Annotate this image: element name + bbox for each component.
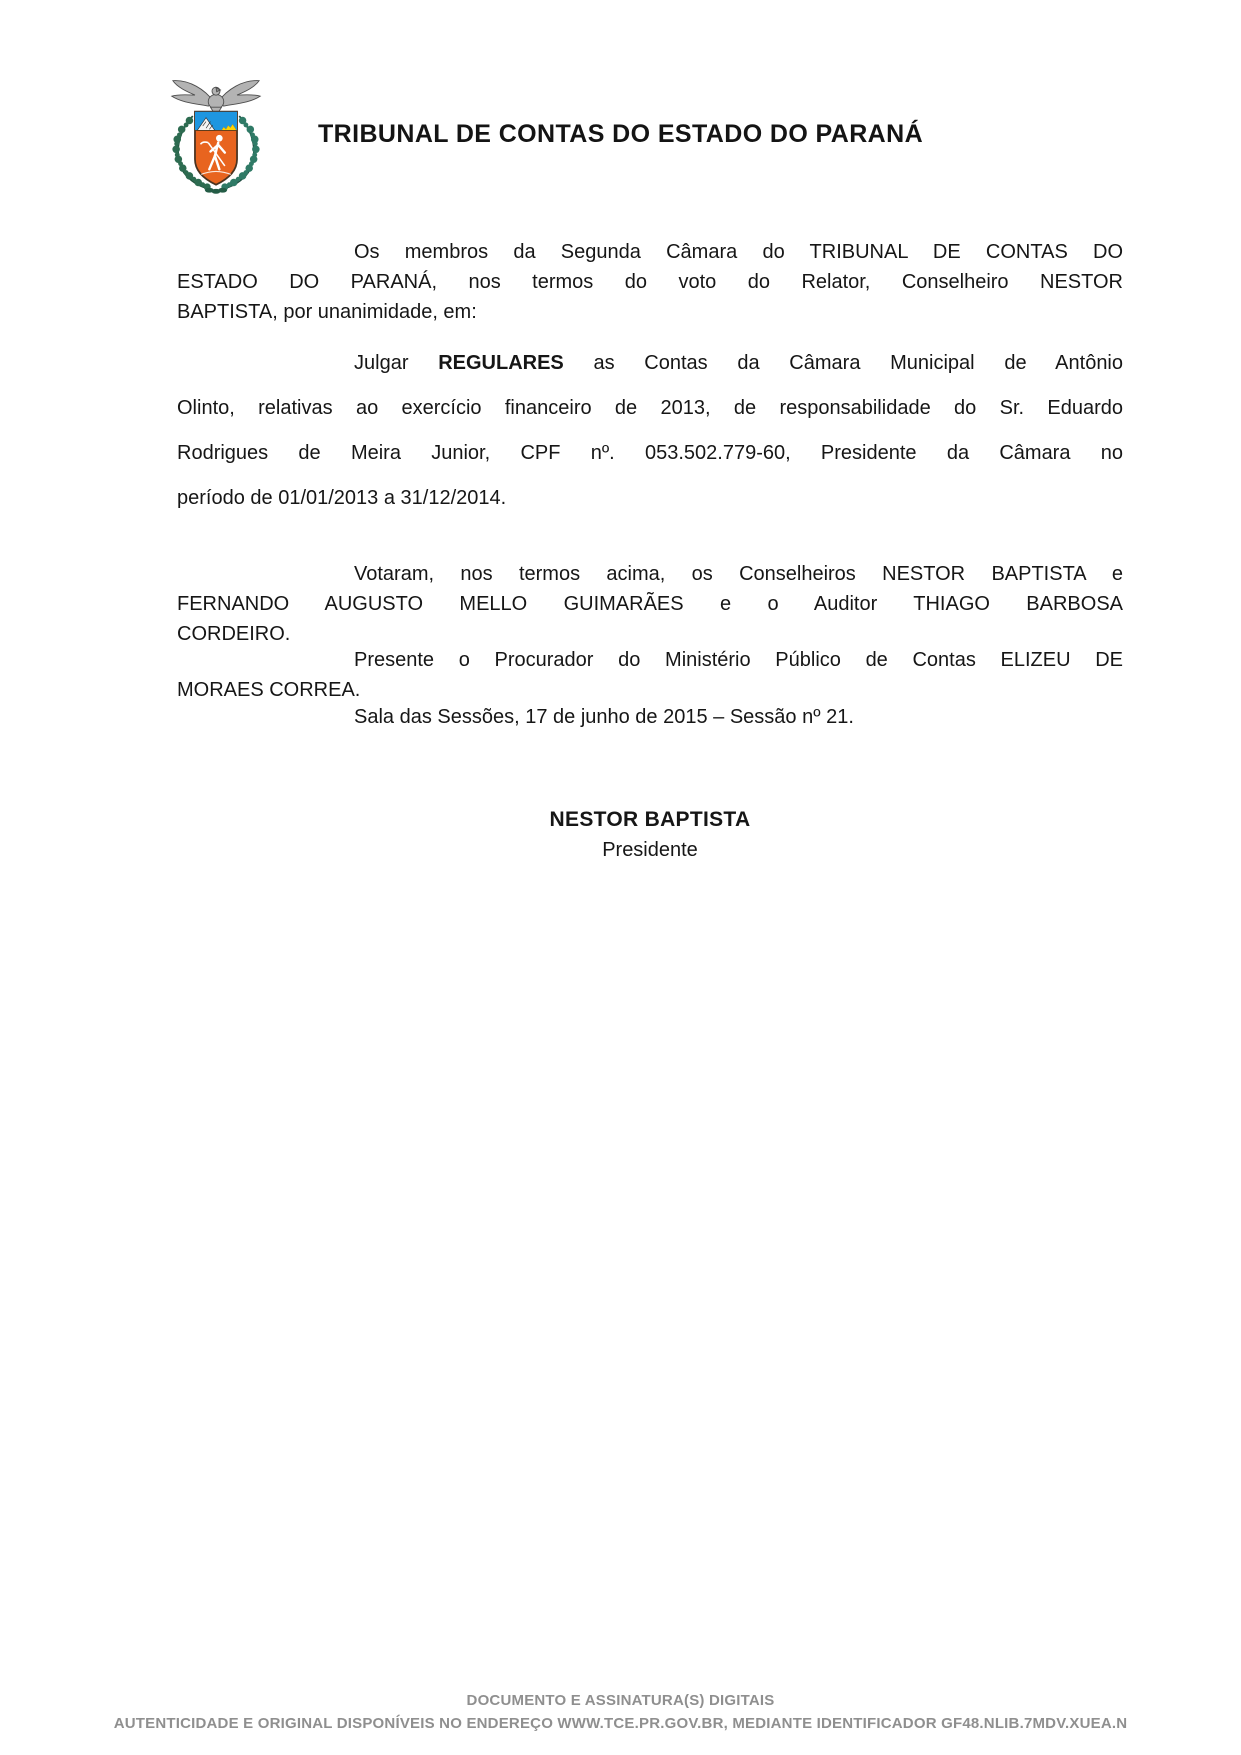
signature-name: NESTOR BAPTISTA [549,808,751,831]
text-line [177,341,1123,386]
text-line: Sala das Sessões, 17 de junho de 2015 – Sessão nº 21. [354,706,854,728]
paragraph-intro [177,237,1123,327]
text-line: ESTADO DO PARANÁ, nos termos do voto do Relator, Conselheiro NESTOR [177,271,1123,293]
paragraph-session [177,702,1123,732]
text-line: FERNANDO AUGUSTO MELLO GUIMARÃES e o Auditor THIAGO BARBOSA [177,593,1123,615]
parana-coat-of-arms-icon [158,74,274,198]
text-line: período de 01/01/2013 a 31/12/2014. [177,487,507,509]
text-line: CORDEIRO. [177,623,291,645]
paragraph-prosecutor [177,645,1123,705]
text-line: Rodrigues de Meira Junior, CPF nº. 053.502.779-60, Presidente da Câmara no [177,442,1123,464]
text-segment: Julgar [354,352,439,374]
signature-block [177,805,1123,865]
text-segment-bold: REGULARES [438,352,564,374]
text-line: Presente o Procurador do Ministério Público de Contas ELIZEU DE [354,649,1123,671]
paragraph-votes [177,559,1123,649]
text-line: MORAES CORREA. [177,679,361,701]
text-line: BAPTISTA, por unanimidade, em: [177,301,477,323]
text-line: Votaram, nos termos acima, os Conselheiros NESTOR BAPTISTA e [354,563,1123,585]
eagle-icon [172,81,261,117]
footer-line: DOCUMENTO E ASSINATURA(S) DIGITAIS [466,1692,775,1709]
digital-signature-footer [0,1689,1241,1735]
footer-line: AUTENTICIDADE E ORIGINAL DISPONÍVEIS NO ENDEREÇO WWW.TCE.PR.GOV.BR, MEDIANTE IDENTIFICADOR GF48.NLIB.7MDV.XUEA.N [113,1715,1128,1732]
text-line: Olinto, relativas ao exercício financeiro de 2013, de responsabilidade do Sr. Eduardo [177,397,1123,419]
text-line: Os membros da Segunda Câmara do TRIBUNAL DE CONTAS DO [354,241,1123,263]
signature-role: Presidente [602,839,698,861]
document-title: TRIBUNAL DE CONTAS DO ESTADO DO PARANÁ [318,120,924,148]
paragraph-decision [177,341,1123,521]
text-segment: as Contas da Câmara Municipal de Antônio [563,352,1124,374]
